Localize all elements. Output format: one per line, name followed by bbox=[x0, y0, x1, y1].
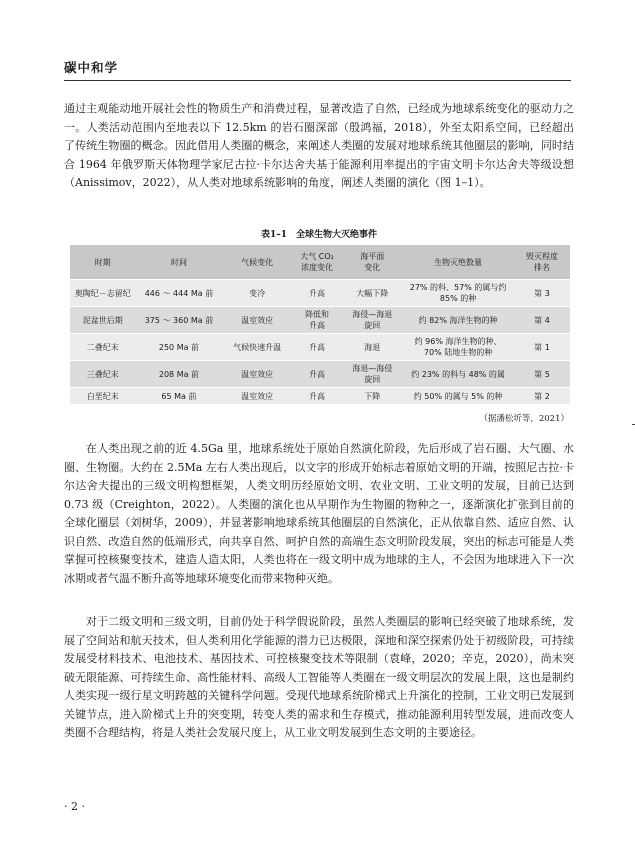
cell-climate: 温室效应 bbox=[222, 307, 291, 334]
table-title: 表1–1 全球生物大灭绝事件 bbox=[260, 230, 378, 240]
extinction-events-table bbox=[70, 244, 570, 405]
table-row bbox=[70, 388, 570, 405]
cell-sea-line1: 海退—海侵 bbox=[352, 364, 393, 373]
paragraph-3: 对于二级文明和三级文明，目前仍处于科学假说阶段，虽然人类圈层的影响已经突破了地球系统，发展了空间站和航天技术，但人类利用化学能源的潜力已达极限，深地和深空探索仍处于初级阶段，可持续发展受材料技术、电池技术、基因技术、可控核聚变技术等限制（袁峰，2020；辛克，2020），尚未突破无限能源、可持续生命、高性能材料、高级人工智能等人类圈在一级文明层次的发展上限，这也是制约人类实现一级行星文明跨越的关键科学问题。受现代地球系统阶梯式上升演化的控制，工业文明已发展到关键节点，进入阶梯式上升的突变期，转变人类的需求和生存模式，推动能源利用转型发展，进而改变人类圈不合理结构，将是人类社会发展尺度上，从工业文明发展到生态文明的主要途径。 bbox=[64, 615, 574, 739]
cell-time: 446 ～ 444 Ma 前 bbox=[136, 280, 223, 307]
cell-extinction bbox=[402, 334, 514, 361]
table-row bbox=[70, 280, 570, 307]
cell-sea-level bbox=[342, 307, 402, 334]
cell-climate: 温室效应 bbox=[222, 361, 291, 388]
paragraph-2: 在人类出现之前的近 4.5Ga 里，地球系统处于原始自然演化阶段，先后形成了岩石圈、大气圈、水圈、生物圈。大约在 2.5Ma 左右人类出现后，以文字的形成开始标志着原始文明的开端，按照尼古拉·卡尔达舍夫提出的三级文明构想框架，人类文明历经原始文明、农业文明、工业文明的发展，目前已达到 0.73 级（Creighton，2022）。人类圈的演化也从早期作为生物圈的物种之一，逐渐演化扩张到目前的全球化圈层（刘树华，2009），并显著影响地球系统其他圈层的自然演化，正从依靠自然、适应自然、认识自然、改造自然的低端形式，向共享自然、呵护自然的高端生态文明阶段发展，突出的标志可能是人类掌握可控核聚变技术，建造人造太阳，人类也将在一级文明中成为地球的主人，不会因为地球进入下一次冰期或者气温不断升高等地球环境变化而带来物种灭绝。 bbox=[64, 442, 574, 585]
header-co2-line1: 大气 CO₂ bbox=[300, 252, 334, 261]
cell-co2: 升高 bbox=[292, 334, 343, 361]
cell-extinction-line1: 约 96% 海洋生物的种、 bbox=[414, 337, 502, 346]
cell-co2 bbox=[292, 307, 343, 334]
header-sea-line1: 海平面 bbox=[360, 252, 385, 261]
header-rank bbox=[514, 245, 570, 280]
cell-extinction: 约 23% 的科与 48% 的属 bbox=[402, 361, 514, 388]
header-rule bbox=[64, 80, 571, 81]
cell-time: 375 ～ 360 Ma 前 bbox=[136, 307, 223, 334]
header-time: 时间 bbox=[136, 245, 223, 280]
cell-time: 208 Ma 前 bbox=[136, 361, 223, 388]
cell-period: 奥陶纪－志留纪 bbox=[70, 280, 136, 307]
cell-rank: 第 2 bbox=[514, 388, 570, 405]
cell-sea-line2: 旋回 bbox=[364, 375, 381, 384]
header-rank-line1: 毁灭程度 bbox=[525, 252, 558, 261]
cell-co2: 升高 bbox=[292, 388, 343, 405]
cell-sea-level: 下降 bbox=[342, 388, 402, 405]
cell-extinction: 约 82% 海洋生物的种 bbox=[402, 307, 514, 334]
cell-co2: 升高 bbox=[292, 280, 343, 307]
cell-sea-level: 海退 bbox=[342, 334, 402, 361]
table-row bbox=[70, 334, 570, 361]
cell-extinction bbox=[402, 280, 514, 307]
page-number: · 2 · bbox=[64, 800, 85, 813]
table-header-row bbox=[70, 245, 570, 280]
cell-sea-level bbox=[342, 361, 402, 388]
header-rank-line2: 排名 bbox=[533, 263, 550, 272]
cell-extinction-line1: 27% 的科、57% 的属与约 bbox=[409, 283, 507, 292]
table-row bbox=[70, 361, 570, 388]
cell-extinction: 约 50% 的属与 5% 的种 bbox=[402, 388, 514, 405]
cell-climate: 变冷 bbox=[222, 280, 291, 307]
cell-extinction-line2: 85% 的种 bbox=[439, 294, 477, 303]
cell-climate: 气候快速升温 bbox=[222, 334, 291, 361]
cell-period: 二叠纪末 bbox=[70, 334, 136, 361]
cell-extinction-line2: 70% 陆地生物的种 bbox=[423, 348, 493, 357]
cell-period: 白垩纪末 bbox=[70, 388, 136, 405]
cell-co2-line2: 升高 bbox=[309, 321, 326, 330]
header-co2 bbox=[292, 245, 343, 280]
header-extinction: 生物灭绝数量 bbox=[402, 245, 514, 280]
cell-rank: 第 3 bbox=[514, 280, 570, 307]
cell-period: 三叠纪末 bbox=[70, 361, 136, 388]
cell-co2-line1: 降低和 bbox=[305, 310, 330, 319]
header-sea-level bbox=[342, 245, 402, 280]
cell-period: 泥盆世后期 bbox=[70, 307, 136, 334]
cell-co2: 升高 bbox=[292, 361, 343, 388]
cell-sea-level: 大幅下降 bbox=[342, 280, 402, 307]
cell-time: 250 Ma 前 bbox=[136, 334, 223, 361]
cell-rank: 第 5 bbox=[514, 361, 570, 388]
running-header: 碳中和学 bbox=[64, 60, 119, 75]
table-row bbox=[70, 307, 570, 334]
header-climate: 气候变化 bbox=[222, 245, 291, 280]
header-co2-line2: 浓度变化 bbox=[301, 263, 334, 272]
header-period: 时期 bbox=[70, 245, 136, 280]
cell-sea-line1: 海侵—海退 bbox=[352, 310, 393, 319]
cell-climate: 温室效应 bbox=[222, 388, 291, 405]
cell-rank: 第 1 bbox=[514, 334, 570, 361]
cell-rank: 第 4 bbox=[514, 307, 570, 334]
paragraph-1: 通过主观能动地开展社会性的物质生产和消费过程，显著改造了自然，已经成为地球系统变化的驱动力之一。人类活动范围内至地表以下 12.5km 的岩石圈深部（殷鸿福，2018），外至太阳系空间，已经超出了传统生物圈的概念。因此借用人类圈的概念，来阐述人类圈的发展对地球系统其他圈层的影响，同时结合 1964 年俄罗斯天体物理学家尼古拉·卡尔达舍夫基于能源利用率提出的宇宙文明卡尔达舍夫等级设想（Anissimov，2022），从人类对地球系统影响的角度，阐述人类圈的演化（图 1–1）。 bbox=[64, 102, 574, 189]
cell-sea-line2: 旋回 bbox=[364, 321, 381, 330]
table-source-note: （据潘松圻等，2021） bbox=[479, 414, 569, 424]
cell-time: 65 Ma 前 bbox=[136, 388, 223, 405]
header-sea-line2: 变化 bbox=[364, 263, 381, 272]
